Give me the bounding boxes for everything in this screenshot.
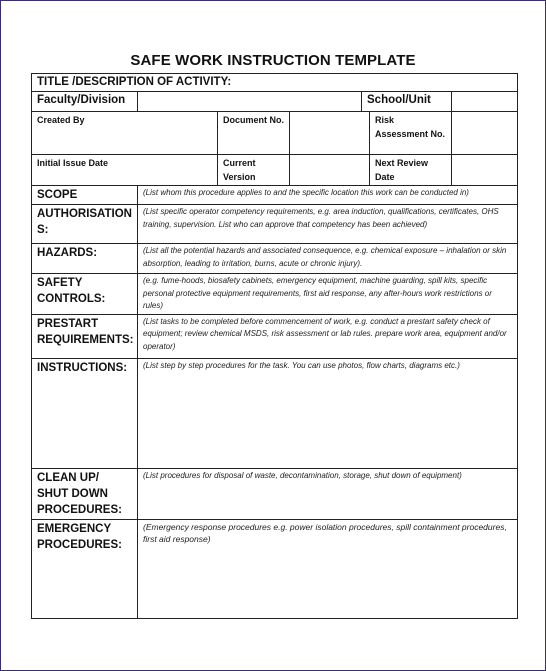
safety-controls-hint: (e.g. fume-hoods, biosafety cabinets, emergency equipment, machine guarding, spill kits, specific personal protective equipment requirements, first aid response, any after-hours work restrictions or rules) bbox=[143, 276, 492, 310]
hazards-hint: (List all the potential hazards and associated consequence, e.g. chemical exposure – inhalation or skin absorption, leading to irritation, burns, acute or chronic injury). bbox=[143, 246, 507, 268]
emergency-field[interactable] bbox=[138, 519, 518, 618]
school-label: School/Unit bbox=[367, 94, 431, 106]
current-version-cell bbox=[218, 155, 290, 186]
title-description-field[interactable] bbox=[32, 74, 518, 92]
document-title: SAFE WORK INSTRUCTION TEMPLATE bbox=[130, 52, 416, 69]
scope-label: SCOPE bbox=[37, 189, 78, 201]
prestart-label-cell bbox=[32, 314, 138, 358]
emergency-label: EMERGENCY PROCEDURES: bbox=[37, 522, 122, 551]
next-review-label: Next Review Date bbox=[375, 158, 429, 182]
instructions-hint: (List step by step procedures for the task. You can use photos, flow charts, diagrams etc.) bbox=[143, 360, 460, 370]
prestart-field[interactable] bbox=[138, 314, 518, 358]
document-no-input[interactable] bbox=[290, 112, 370, 155]
initial-issue-cell[interactable] bbox=[32, 155, 218, 186]
safety-controls-label-cell bbox=[32, 274, 138, 315]
safety-controls-field[interactable] bbox=[138, 274, 518, 315]
cleanup-label-cell bbox=[32, 468, 138, 519]
safety-controls-label: SAFETY CONTROLS: bbox=[37, 277, 106, 305]
scope-hint: (List whom this procedure applies to and the specific location this work can be conducted in) bbox=[143, 188, 469, 197]
cleanup-hint: (List procedures for disposal of waste, decontamination, storage, shut down of equipment) bbox=[143, 470, 462, 480]
instructions-label-cell bbox=[32, 358, 138, 468]
faculty-label: Faculty/Division bbox=[37, 94, 126, 106]
risk-assessment-cell bbox=[370, 112, 452, 155]
authorisations-field[interactable] bbox=[138, 205, 518, 244]
initial-issue-label: Initial Issue Date bbox=[37, 158, 109, 168]
prestart-hint: (List tasks to be completed before commencement of work, e.g. conduct a prestart safety check of equipment; review chemical MSDS, risk assessment or lab rules. prepare work area, equipment and/or operator) bbox=[143, 316, 507, 351]
emergency-hint: (Emergency response procedures e.g. power isolation procedures, spill containment procedures, first aid response) bbox=[143, 521, 507, 544]
authorisations-label-cell bbox=[32, 205, 138, 244]
hazards-label-cell bbox=[32, 244, 138, 274]
authorisations-hint: (List specific operator competency requirements, e.g. area induction, qualifications, certificates, OHS training, supervision. List who can approve that competency has been achieved) bbox=[143, 207, 499, 229]
faculty-label-cell bbox=[32, 92, 138, 112]
faculty-input[interactable] bbox=[138, 92, 362, 112]
instructions-field[interactable] bbox=[138, 358, 518, 468]
scope-field[interactable] bbox=[138, 186, 518, 205]
cleanup-label: CLEAN UP/ SHUT DOWN PROCEDURES: bbox=[37, 471, 122, 516]
hazards-field[interactable] bbox=[138, 244, 518, 274]
next-review-input[interactable] bbox=[452, 155, 518, 186]
risk-assessment-label: Risk Assessment No. bbox=[375, 115, 446, 139]
cleanup-field[interactable] bbox=[138, 468, 518, 519]
instructions-label: INSTRUCTIONS: bbox=[37, 361, 128, 374]
document-no-label: Document No. bbox=[223, 115, 285, 125]
document-no-cell bbox=[218, 112, 290, 155]
current-version-input[interactable] bbox=[290, 155, 370, 186]
hazards-label: HAZARDS: bbox=[37, 247, 98, 259]
school-label-cell bbox=[362, 92, 452, 112]
current-version-label: Current Version bbox=[223, 158, 256, 182]
safe-work-form bbox=[31, 73, 518, 619]
created-by-label: Created By bbox=[37, 115, 85, 125]
authorisations-label: AUTHORISATIONS: bbox=[37, 208, 132, 236]
title-description-label: TITLE /DESCRIPTION OF ACTIVITY: bbox=[37, 76, 232, 88]
risk-assessment-input[interactable] bbox=[452, 112, 518, 155]
next-review-cell bbox=[370, 155, 452, 186]
prestart-label: PRESTART REQUIREMENTS: bbox=[37, 317, 134, 346]
emergency-label-cell bbox=[32, 519, 138, 618]
scope-label-cell bbox=[32, 186, 138, 205]
school-input[interactable] bbox=[452, 92, 518, 112]
created-by-cell[interactable] bbox=[32, 112, 218, 155]
